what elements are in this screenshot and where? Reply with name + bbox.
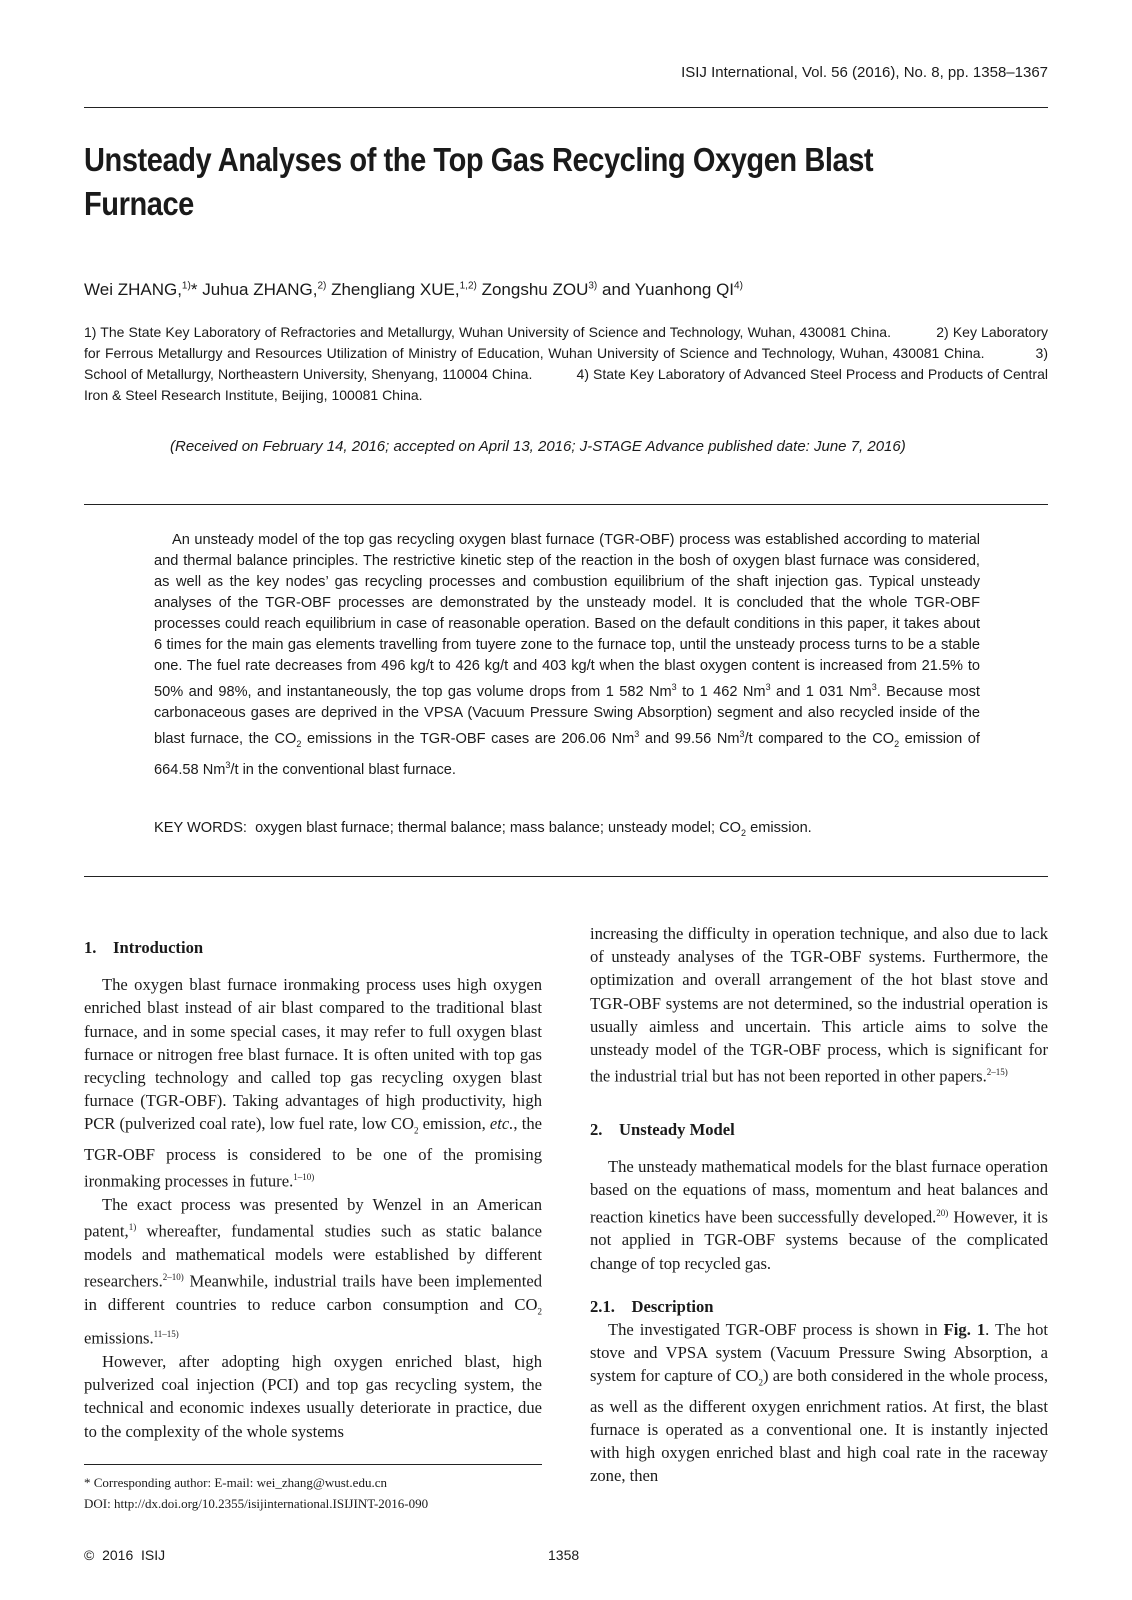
author-affil-ref: 1)	[181, 280, 191, 292]
body-text: The oxygen blast furnace ironmaking process uses high oxygen enriched blast instead of air blast compared to the traditional blast furnace, and in some special cases, it may refer to full oxygen blast furnace or nitrogen free blast furnace. It is often united with top gas recycling technology and called top gas recycling oxygen blast furnace (TGR-OBF). Taking advantages of high productivity, high PCR (pulverized coal rate), low fuel rate, low CO	[84, 975, 542, 1134]
body-text: , the TGR-OBF process is considered to be one of the promising ironmaking processes in future.	[84, 1114, 542, 1191]
abstract-text: emission of 664.58 Nm	[154, 730, 980, 778]
affiliations: 1) The State Key Laboratory of Refractories and Metallurgy, Wuhan University of Science and Technology, Wuhan, 430081 China. 2) Key Laboratory for Ferrous Metallurgy and Resources Utilization of Ministry of Education, Wuhan University of Science and Technology, Wuhan, 430081 China. 3) School of Metallurgy, Northeastern University, Shenyang, 110004 China. 4) State Key Laboratory of Advanced Steel Process and Products of Central Iron & Steel Research Institute, Beijing, 100081 China.	[84, 324, 1052, 403]
footnote-rule	[84, 1464, 542, 1465]
subsection-heading: 2.1. Description	[590, 1296, 714, 1316]
corresponding-mark: *	[190, 280, 198, 299]
abstract-text: and 99.56 Nm	[639, 730, 740, 747]
author-affil-ref: 2)	[317, 280, 327, 292]
body-text: However, it is not applied in TGR-OBF systems because of the complicated change of top recycled gas.	[590, 1207, 1048, 1273]
body-text: The exact process was presented by Wenzel in an American patent,	[84, 1194, 542, 1241]
figure-ref[interactable]: Fig. 1	[943, 1319, 986, 1339]
author-affil-ref: 3)	[588, 280, 598, 292]
citation-ref: 20)	[936, 1207, 949, 1218]
spacer	[590, 1088, 1048, 1118]
superscript: 3	[225, 759, 231, 770]
citation-ref: 11–15)	[153, 1329, 179, 1340]
subscript: 2	[758, 1377, 763, 1388]
intro-paragraph-3: However, after adopting high oxygen enriched blast, high pulverized coal injection (PCI) and top gas recycling system, the technical and economic indexes usually deteriorate in practice, due to the complexity of the whole systems	[84, 1352, 542, 1441]
journal-citation: ISIJ International, Vol. 56 (2016), No. 8, pp. 1358–1367	[681, 64, 1048, 81]
page-number: 1358	[548, 1547, 580, 1563]
author-name: Wei ZHANG,	[84, 280, 182, 299]
keywords	[154, 820, 980, 838]
abstract-bottom-rule	[84, 876, 1048, 877]
author-name: Zhengliang XUE,	[331, 280, 460, 299]
body-text: Meanwhile, industrial trails have been implemented in different countries to reduce carbon consumption and CO	[84, 1271, 542, 1314]
subsection-2-1-paragraph	[590, 1318, 1048, 1488]
body-text: ) are both considered in the whole process, as well as the different oxygen enrichment ratios. At first, the blast furnace is operated as a conventional one. It is instantly injected with high oxygen enriched blast and high coal rate in the raceway zone, then	[590, 1366, 1048, 1486]
citation-ref: 2–15)	[986, 1067, 1008, 1078]
intro-continuation	[590, 922, 1048, 1088]
spacer	[590, 1275, 1048, 1295]
author-affil-ref: 1,2)	[459, 280, 477, 292]
keywords-text: emission.	[746, 820, 812, 836]
body-text: emissions.	[84, 1328, 154, 1348]
received-dates: (Received on February 14, 2016; accepted on April 13, 2016; J-STAGE Advance published date: June 7, 2016)	[170, 438, 906, 455]
citation-ref: 1–10)	[293, 1172, 315, 1183]
keywords-label: KEY WORDS:	[154, 820, 247, 836]
body-text-italic: etc.	[489, 1114, 514, 1134]
superscript: 3	[739, 728, 745, 739]
abstract-text: and 1 031 Nm	[770, 683, 872, 700]
author-name: and Yuanhong QI	[602, 280, 735, 299]
author-name: Juhua ZHANG,	[202, 280, 318, 299]
body-text: The investigated TGR-OBF process is shown in	[608, 1319, 944, 1339]
keywords-text: oxygen blast furnace; thermal balance; mass balance; unsteady model; CO	[255, 820, 742, 836]
superscript: 3	[634, 728, 640, 739]
abstract-text: to 1 462 Nm	[676, 683, 766, 700]
intro-paragraph-1	[84, 973, 542, 1193]
section-heading: 1. Introduction	[84, 938, 204, 957]
citation-ref: 2–10)	[162, 1272, 184, 1283]
body-text: . The hot stove and VPSA system (Vacuum Pressure Swing Absorption, a system for capture of CO	[590, 1319, 1048, 1386]
abstract-text: . Because most carbonaceous gases are deprived in the VPSA (Vacuum Pressure Swing Absorption) segment and also recycled inside of the blast furnace, the CO	[154, 683, 980, 747]
body-text: The unsteady mathematical models for the blast furnace operation based on the equations of mass, momentum and heat balances and reaction kinetics have been successfully developed.	[590, 1157, 1048, 1227]
subscript: 2	[537, 1306, 542, 1317]
subscript: 2	[741, 827, 747, 838]
abstract-top-rule	[84, 504, 1048, 505]
top-rule	[84, 107, 1048, 108]
body-text: increasing the difficulty in operation technique, and also due to lack of unsteady analyses of the TGR-OBF systems. Furthermore, the optimization and overall arrangement of the hot blast stove and TGR-OBF systems are not determined, so the industrial operation is usually aimless and uncertain. This article aims to solve the unsteady model of the TGR-OBF process, which is significant for the industrial trial but has not been reported in other papers.	[590, 924, 1048, 1086]
intro-paragraph-2	[84, 1193, 542, 1350]
abstract	[154, 530, 980, 780]
author-affil-ref: 4)	[734, 280, 743, 292]
abstract-text: /t in the conventional blast furnace.	[230, 761, 456, 778]
right-column	[590, 924, 1048, 1488]
citation-ref: 1)	[128, 1222, 137, 1233]
body-text: emission,	[418, 1114, 490, 1134]
footer-copyright: © 2016 ISIJ	[84, 1547, 166, 1563]
section-2-paragraph	[590, 1155, 1048, 1275]
paper-title: Unsteady Analyses of the Top Gas Recycling Oxygen Blast Furnace	[84, 141, 874, 222]
abstract-text: /t compared to the CO	[744, 730, 895, 747]
abstract-text: emissions in the TGR-OBF cases are 206.06 Nm	[301, 730, 635, 747]
doi: DOI: http://dx.doi.org/10.2355/isijinternational.ISIJINT-2016-090	[84, 1496, 429, 1511]
section-heading: 2. Unsteady Model	[590, 1119, 735, 1139]
body-text: whereafter, fundamental studies such as static balance models and mathematical models were established by different researchers.	[84, 1221, 542, 1291]
left-column	[84, 936, 542, 1443]
corresponding-author: * Corresponding author: E-mail: wei_zhang@wust.edu.cn	[84, 1475, 387, 1490]
subscript: 2	[894, 738, 900, 749]
author-name: Zongshu ZOU	[481, 280, 589, 299]
abstract-text: An unsteady model of the top gas recycling oxygen blast furnace (TGR-OBF) process was established according to material and thermal balance principles. The restrictive kinetic step of the reaction in the bosh of oxygen blast furnace was considered, as well as the key nodes’ gas recycling processes and combustion equilibrium of the shaft injection gas. Typical unsteady analyses of the TGR-OBF processes are demonstrated by the unsteady model. It is concluded that the whole TGR-OBF processes could reach equilibrium in case of reasonable operation. Based on the default conditions in this paper, it takes about 6 times for the main gas elements travelling from tuyere zone to the furnace top, until the unsteady process turns to be a stable one. The fuel rate decreases from 496 kg/t to 426 kg/t and 403 kg/t when the blast oxygen content is increased from 21.5% to 50% and 98%, and instantaneously, the top gas volume drops from 1 582 Nm	[154, 532, 980, 700]
superscript: 3	[671, 682, 677, 692]
superscript: 3	[765, 682, 771, 692]
author-list	[84, 280, 743, 300]
subscript: 2	[413, 1125, 419, 1136]
subscript: 2	[296, 738, 302, 749]
footnotes	[84, 1472, 542, 1514]
superscript: 3	[871, 682, 877, 692]
